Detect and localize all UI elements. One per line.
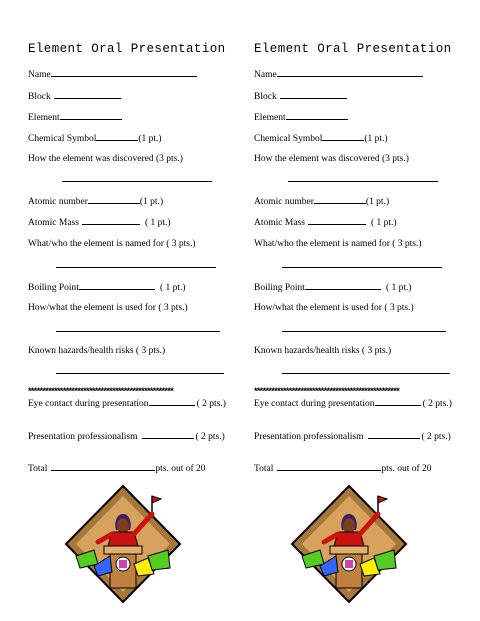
hazards-label: Known hazards/health risks ( 3 pts.) (254, 346, 392, 356)
used-for-answer-line[interactable] (56, 331, 220, 332)
atomic-number-points: (1 pt.) (139, 197, 164, 207)
symbol-blank[interactable] (322, 132, 364, 141)
boiling-blank[interactable] (79, 281, 155, 290)
star-divider: ************************************************** (254, 386, 400, 396)
total-suffix: pts. out of 20 (155, 464, 206, 474)
block-label: Block (254, 92, 277, 102)
block-label: Block (28, 92, 51, 102)
total-blank[interactable] (51, 462, 155, 471)
eye-contact-points: ( 2 pts.) (196, 399, 226, 409)
boiling-label: Boiling Point (28, 283, 79, 293)
atomic-mass-field[interactable] (254, 216, 397, 229)
eye-contact-label: Eye contact during presentation (254, 399, 375, 409)
professionalism-points: ( 2 pts.) (421, 432, 451, 442)
professionalism-field[interactable] (28, 430, 225, 443)
atomic-number-blank[interactable] (314, 195, 366, 204)
eye-contact-blank[interactable] (375, 397, 421, 406)
atomic-mass-points: ( 1 pt.) (144, 218, 171, 228)
hazards-answer-line[interactable] (56, 373, 224, 374)
name-label: Name (28, 70, 51, 80)
professionalism-blank[interactable] (142, 430, 194, 439)
eye-contact-blank[interactable] (149, 397, 195, 406)
eye-contact-points: ( 2 pts.) (422, 399, 452, 409)
professionalism-blank[interactable] (368, 430, 420, 439)
discovered-label: How the element was discovered (3 pts.) (28, 154, 183, 164)
element-field[interactable] (28, 111, 122, 124)
block-blank[interactable] (54, 90, 121, 99)
symbol-label: Chemical Symbol (28, 134, 97, 144)
used-for-label: How/what the element is used for ( 3 pts.) (254, 303, 414, 313)
form-title: Element Oral Presentation (28, 42, 226, 56)
block-field[interactable] (28, 90, 121, 103)
name-blank[interactable] (51, 68, 197, 77)
atomic-number-blank[interactable] (88, 195, 140, 204)
symbol-field[interactable] (254, 132, 388, 145)
professionalism-points: ( 2 pts.) (195, 432, 225, 442)
atomic-mass-blank[interactable] (308, 216, 366, 225)
discovered-answer-line[interactable] (288, 181, 438, 182)
boiling-blank[interactable] (305, 281, 381, 290)
named-for-answer-line[interactable] (56, 267, 216, 268)
professionalism-field[interactable] (254, 430, 451, 443)
total-blank[interactable] (277, 462, 381, 471)
total-field[interactable] (254, 462, 432, 475)
star-divider: ************************************************** (28, 386, 174, 396)
total-label: Total (28, 464, 48, 474)
form-title: Element Oral Presentation (254, 42, 452, 56)
named-for-label: What/who the element is named for ( 3 pts.) (254, 239, 422, 249)
name-field[interactable] (28, 68, 197, 81)
atomic-number-field[interactable] (28, 195, 163, 208)
symbol-field[interactable] (28, 132, 162, 145)
symbol-points: (1 pt.) (364, 134, 388, 144)
name-field[interactable] (254, 68, 423, 81)
atomic-mass-blank[interactable] (82, 216, 140, 225)
hazards-answer-line[interactable] (282, 373, 450, 374)
used-for-label: How/what the element is used for ( 3 pts.) (28, 303, 188, 313)
discovered-answer-line[interactable] (62, 181, 212, 182)
element-label: Element (254, 113, 286, 123)
element-field[interactable] (254, 111, 348, 124)
boiling-field[interactable] (254, 281, 412, 294)
used-for-answer-line[interactable] (282, 331, 446, 332)
presenter-with-flags-icon (64, 484, 182, 604)
symbol-label: Chemical Symbol (254, 134, 323, 144)
symbol-points: (1 pt.) (138, 134, 162, 144)
name-label: Name (254, 70, 277, 80)
named-for-answer-line[interactable] (282, 267, 442, 268)
eye-contact-field[interactable] (28, 397, 226, 410)
boiling-points: ( 1 pt.) (385, 283, 412, 293)
block-blank[interactable] (280, 90, 347, 99)
presenter-with-flags-icon (290, 484, 408, 604)
form-left (28, 0, 250, 621)
boiling-label: Boiling Point (254, 283, 305, 293)
atomic-mass-field[interactable] (28, 216, 171, 229)
atomic-number-points: (1 pt.) (365, 197, 390, 207)
named-for-label: What/who the element is named for ( 3 pts.) (28, 239, 196, 249)
boiling-points: ( 1 pt.) (159, 283, 186, 293)
professionalism-label: Presentation professionalism (28, 432, 138, 442)
form-right (254, 0, 476, 621)
element-label: Element (28, 113, 60, 123)
total-label: Total (254, 464, 274, 474)
boiling-field[interactable] (28, 281, 186, 294)
name-blank[interactable] (277, 68, 423, 77)
atomic-mass-label: Atomic Mass (28, 218, 79, 228)
total-field[interactable] (28, 462, 206, 475)
element-blank[interactable] (286, 111, 348, 120)
block-field[interactable] (254, 90, 347, 103)
atomic-number-label: Atomic number (254, 197, 314, 207)
total-suffix: pts. out of 20 (381, 464, 432, 474)
symbol-blank[interactable] (96, 132, 138, 141)
atomic-mass-points: ( 1 pt.) (370, 218, 397, 228)
element-blank[interactable] (60, 111, 122, 120)
atomic-mass-label: Atomic Mass (254, 218, 305, 228)
discovered-label: How the element was discovered (3 pts.) (254, 154, 409, 164)
eye-contact-label: Eye contact during presentation (28, 399, 149, 409)
eye-contact-field[interactable] (254, 397, 452, 410)
atomic-number-field[interactable] (254, 195, 389, 208)
professionalism-label: Presentation professionalism (254, 432, 364, 442)
atomic-number-label: Atomic number (28, 197, 88, 207)
hazards-label: Known hazards/health risks ( 3 pts.) (28, 346, 166, 356)
